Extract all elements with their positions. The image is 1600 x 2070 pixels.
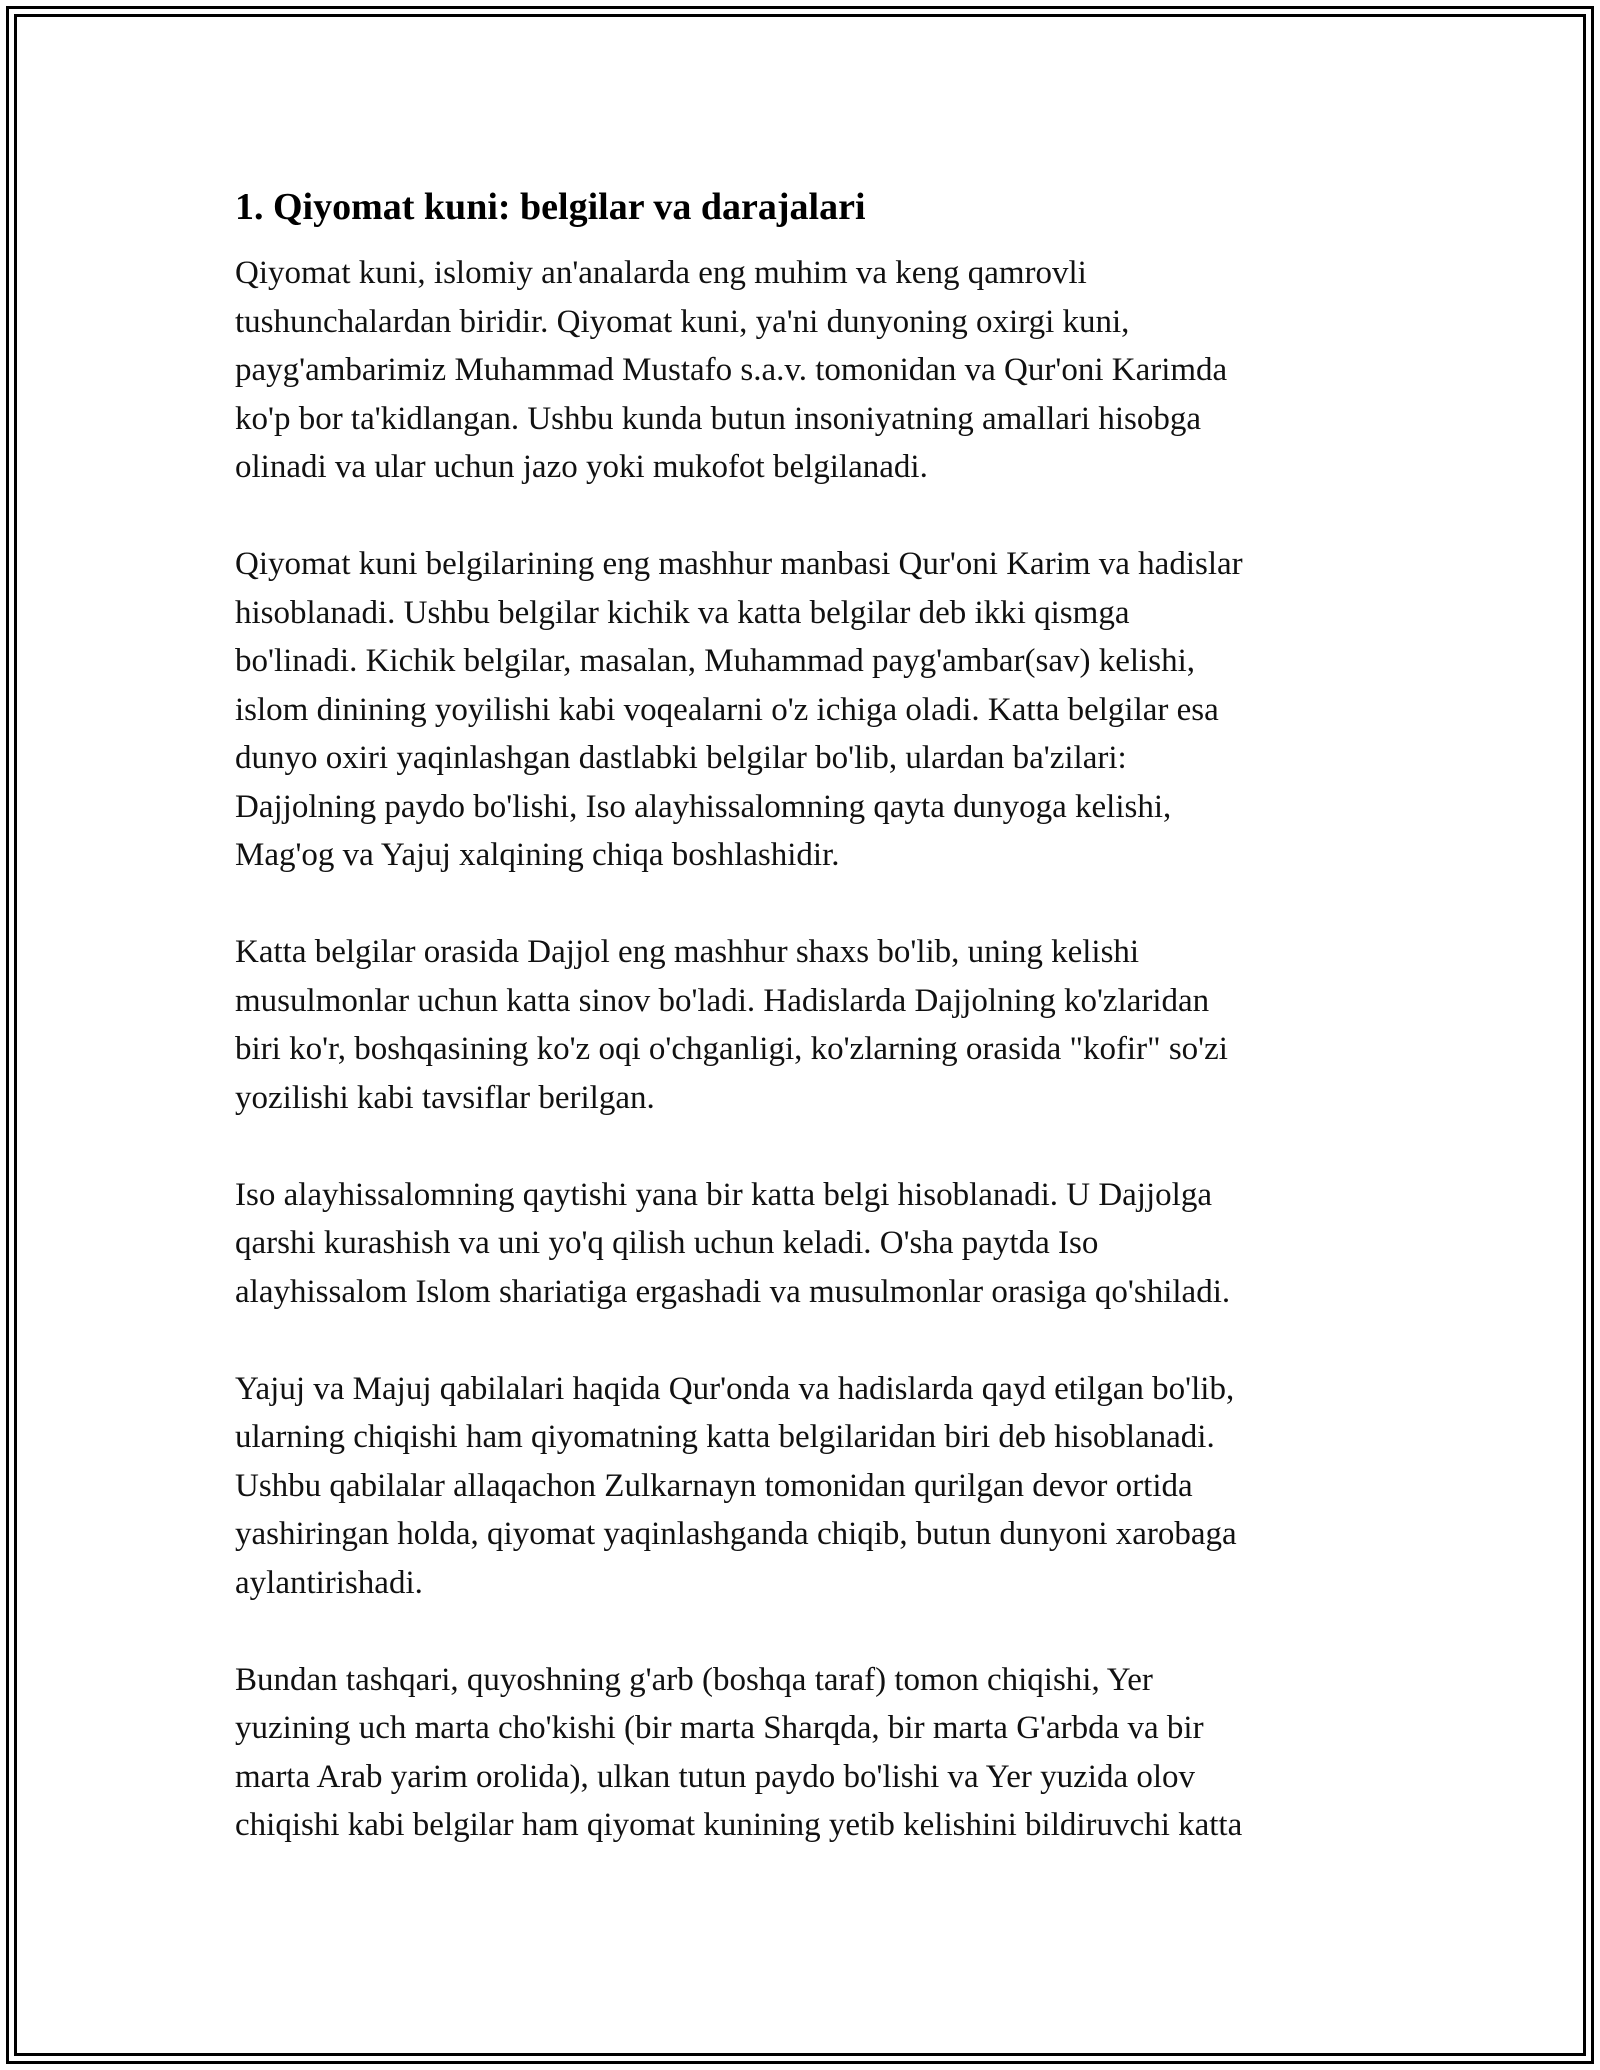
document-body	[235, 183, 1365, 1898]
paragraph-2: Qiyomat kuni belgilarining eng mashhur manbasi Qur'oni Karim va hadislar hisoblanadi. Ushbu belgilar kichik va katta belgilar deb ikki qismga bo'linadi. Kichik belgilar, masalan, Muhammad payg'ambar(sav) kelishi, islom dinining yoyilishi kabi voqealarni o'z ichiga oladi. Katta belgilar esa dunyo oxiri yaqinlashgan dastlabki belgilar bo'lib, ulardan ba'zilari: Dajjolning paydo bo'lishi, Iso alayhissalomning qayta dunyoga kelishi, Mag'og va Yajuj xalqining chiqa boshlashidir.	[235, 546, 1243, 873]
section-heading: 1. Qiyomat kuni: belgilar va darajalari	[235, 186, 866, 228]
paragraph-3: Katta belgilar orasida Dajjol eng mashhur shaxs bo'lib, uning kelishi musulmonlar uchun katta sinov bo'ladi. Hadislarda Dajjolning ko'zlaridan biri ko'r, boshqasining ko'z oqi o'chganligi, ko'zlarning orasida "kofir" so'zi yozilishi kabi tavsiflar berilgan.	[235, 934, 1228, 1116]
paragraph-5: Yajuj va Majuj qabilalari haqida Qur'onda va hadislarda qayd etilgan bo'lib, ularning chiqishi ham qiyomatning katta belgilaridan biri deb hisoblanadi. Ushbu qabilalar allaqachon Zulkarnayn tomonidan qurilgan devor ortida yashiringan holda, qiyomat yaqinlashganda chiqib, butun dunyoni xarobaga aylantirishadi.	[235, 1370, 1237, 1601]
paragraph-1: Qiyomat kuni, islomiy an'analarda eng muhim va keng qamrovli tushunchalardan biridir. Qiyomat kuni, ya'ni dunyoning oxirgi kuni, payg'ambarimiz Muhammad Mustafo s.a.v. tomonidan va Qur'oni Karimda ko'p bor ta'kidlangan. Ushbu kunda butun insoniyatning amallari hisobga olinadi va ular uchun jazo yoki mukofot belgilanadi.	[235, 255, 1228, 485]
paragraph-4: Iso alayhissalomning qaytishi yana bir katta belgi hisoblanadi. U Dajjolga qarshi kurashish va uni yo'q qilish uchun keladi. O'sha paytda Iso alayhissalom Islom shariatiga ergashadi va musulmonlar orasiga qo'shiladi.	[235, 1176, 1231, 1310]
paragraph-6: Bundan tashqari, quyoshning g'arb (boshqa taraf) tomon chiqishi, Yer yuzining uch marta cho'kishi (bir marta Sharqda, bir marta G'arbda va bir marta Arab yarim orolida), ulkan tutun paydo bo'lishi va Yer yuzida olov chiqishi kabi belgilar ham qiyomat kunining yetib kelishini bildiruvchi katta	[235, 1661, 1243, 1843]
